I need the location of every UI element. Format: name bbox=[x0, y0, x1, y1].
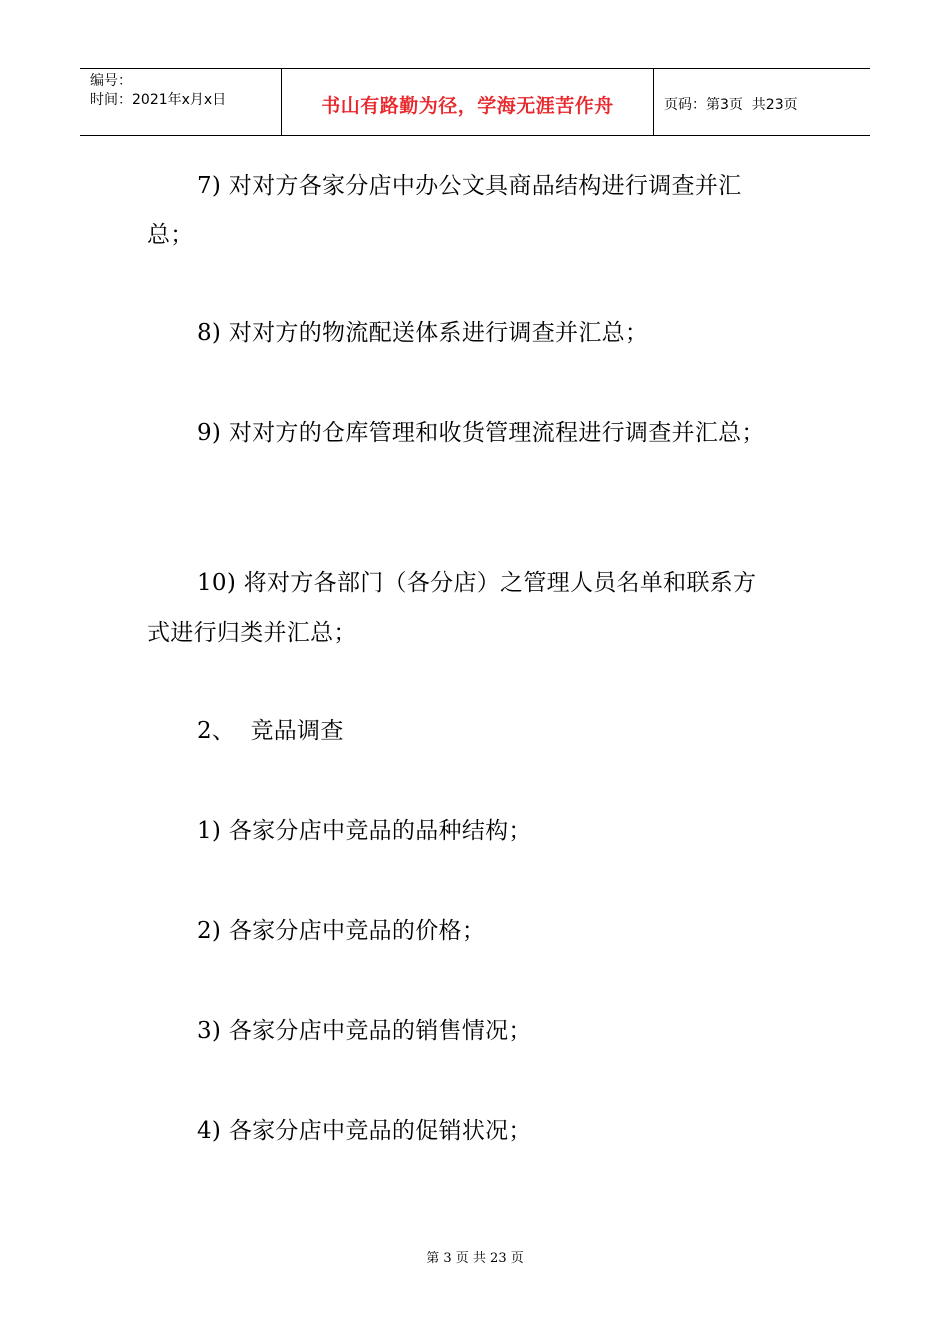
header-meta bbox=[80, 69, 282, 135]
header-page-info-text: 页码：第3页 共23页 bbox=[664, 97, 798, 113]
section-2-item-1: 1) 各家分店中竞品的品种结构； bbox=[197, 818, 532, 844]
paragraph-10-line-1: 10) 将对方各部门（各分店）之管理人员名单和联系方 bbox=[197, 570, 757, 596]
page-footer: 第 3 页 共 23 页 bbox=[426, 1251, 524, 1266]
header-number-label: 编号： bbox=[90, 73, 132, 89]
paragraph-7-line-1: 7) 对对方各家分店中办公文具商品结构进行调查并汇 bbox=[197, 173, 742, 199]
header-date-label: 时间：2021年x月x日 bbox=[90, 92, 227, 108]
section-2-item-3: 3) 各家分店中竞品的销售情况； bbox=[197, 1018, 532, 1044]
document-header bbox=[80, 68, 870, 136]
section-2-item-2: 2) 各家分店中竞品的价格； bbox=[197, 918, 486, 944]
section-2-item-4: 4) 各家分店中竞品的促销状况； bbox=[197, 1118, 532, 1144]
paragraph-7-line-2: 总； bbox=[147, 222, 194, 248]
header-page-info bbox=[654, 69, 870, 135]
paragraph-8: 8) 对对方的物流配送体系进行调查并汇总； bbox=[197, 320, 649, 346]
header-motto: 书山有路勤为径，学海无涯苦作舟 bbox=[282, 69, 654, 135]
paragraph-9: 9) 对对方的仓库管理和收货管理流程进行调查并汇总； bbox=[197, 420, 765, 446]
section-2-heading: 2、 竞品调查 bbox=[197, 718, 344, 744]
paragraph-10-line-2: 式进行归类并汇总； bbox=[147, 620, 357, 646]
